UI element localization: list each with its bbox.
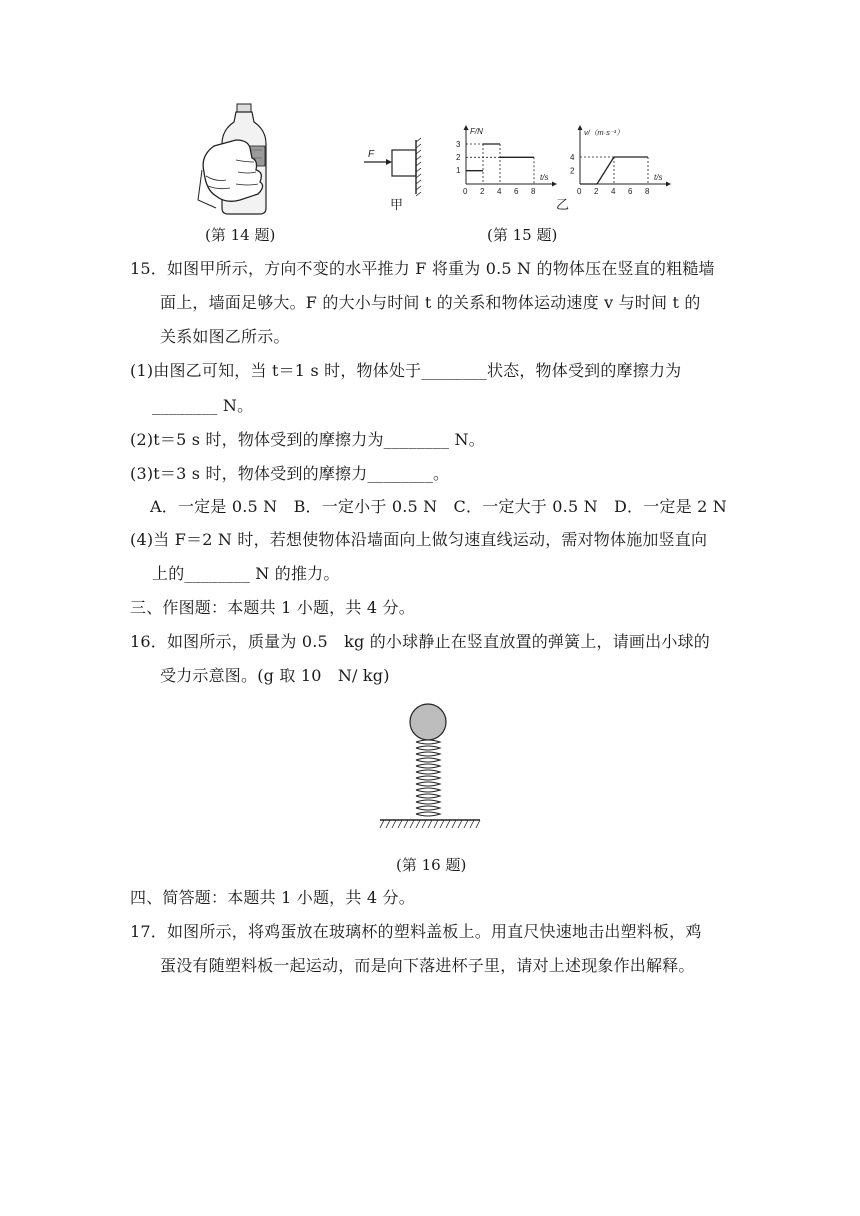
q15-part4-line2: 上的________ N 的推力。 (152, 564, 340, 583)
fig15-graph-velocity-time (562, 124, 674, 200)
q16-line1: 16．如图所示，质量为 0.5 kg 的小球静止在竖直放置的弹簧上，请画出小球的 (130, 632, 710, 651)
graph1-y-tick: 3 (456, 140, 461, 149)
ball (410, 704, 446, 740)
q16-line2: 受力示意图。(g 取 10 N/ kg) (160, 666, 390, 685)
graph2-x-tick: 2 (594, 187, 599, 196)
graph1-y-tick: 1 (456, 166, 461, 175)
spring (416, 740, 440, 816)
q15-stem-line1: 15．如图甲所示，方向不变的水平推力 F 将重为 0.5 N 的物体压在竖直的粗糙墙 (130, 259, 715, 278)
graph2-x-tick: 6 (628, 187, 633, 196)
graph1-x-tick: 0 (463, 187, 468, 196)
graph2-x-tick: 4 (611, 187, 616, 196)
fig15-caption: (第 15 题) (487, 226, 558, 244)
q15-part1-line2: ________ N。 (152, 396, 254, 415)
graph2-x-axis-label: t/s (654, 173, 663, 182)
fig15-jia-block-wall-diagram (360, 134, 432, 198)
q15-part4-line1: (4)当 F＝2 N 时，若想使物体沿墙面向上做匀速直线运动，需对物体施加竖直向 (130, 530, 708, 549)
graph1-x-tick: 6 (514, 187, 519, 196)
fig15-label-yi: 乙 (556, 198, 570, 213)
q15-stem-line3: 关系如图乙所示。 (160, 327, 290, 346)
q17-line1: 17．如图所示，将鸡蛋放在玻璃杯的塑料盖板上。用直尺快速地击出塑料板，鸡 (130, 922, 702, 941)
fig15-graph-force-time (448, 124, 558, 200)
fig16-caption: (第 16 题) (396, 856, 467, 874)
graph2-y-tick: 4 (570, 153, 575, 162)
graph1-x-tick: 2 (480, 187, 485, 196)
graph1-y-tick: 2 (456, 153, 461, 162)
force-label: F (368, 149, 375, 160)
graph2-y-tick: 2 (570, 166, 575, 176)
q15-part3: (3)t＝3 s 时，物体受到的摩擦力________。 (130, 464, 450, 483)
q17-line2: 蛋没有随塑料板一起运动，而是向下落进杯子里，请对上述现象作出解释。 (160, 956, 695, 975)
graph1-x-tick: 4 (497, 187, 502, 196)
graph2-y-axis-label: v/（m·s⁻¹） (584, 128, 624, 137)
graph2-x-tick: 8 (645, 187, 650, 196)
q15-part1-line1: (1)由图乙可知，当 t＝1 s 时，物体处于________状态，物体受到的摩擦力为 (130, 361, 682, 380)
section4-heading: 四、简答题：本题共 1 小题，共 4 分。 (130, 888, 415, 907)
graph1-y-axis-label: F/N (470, 127, 483, 136)
q15-part3-options: A．一定是 0.5 N B．一定小于 0.5 N C．一定大于 0.5 N D．一定是 2 N (150, 497, 727, 516)
q15-stem-line2: 面上，墙面足够大。F 的大小与时间 t 的关系和物体运动速度 v 与时间 t 的 (160, 293, 701, 312)
graph1-x-axis-label: t/s (540, 173, 549, 182)
graph1-x-tick: 8 (531, 187, 536, 196)
block (392, 150, 416, 176)
q15-part2: (2)t＝5 s 时，物体受到的摩擦力为________ N。 (130, 430, 485, 449)
section3-heading: 三、作图题：本题共 1 小题，共 4 分。 (130, 598, 415, 617)
fig15-label-jia: 甲 (390, 198, 404, 213)
fig16-ball-on-spring-diagram (376, 700, 484, 838)
fig14-caption: (第 14 题) (205, 226, 276, 244)
fig14-bottle-in-hand-illustration (196, 100, 286, 218)
graph2-x-tick: 0 (577, 187, 582, 196)
